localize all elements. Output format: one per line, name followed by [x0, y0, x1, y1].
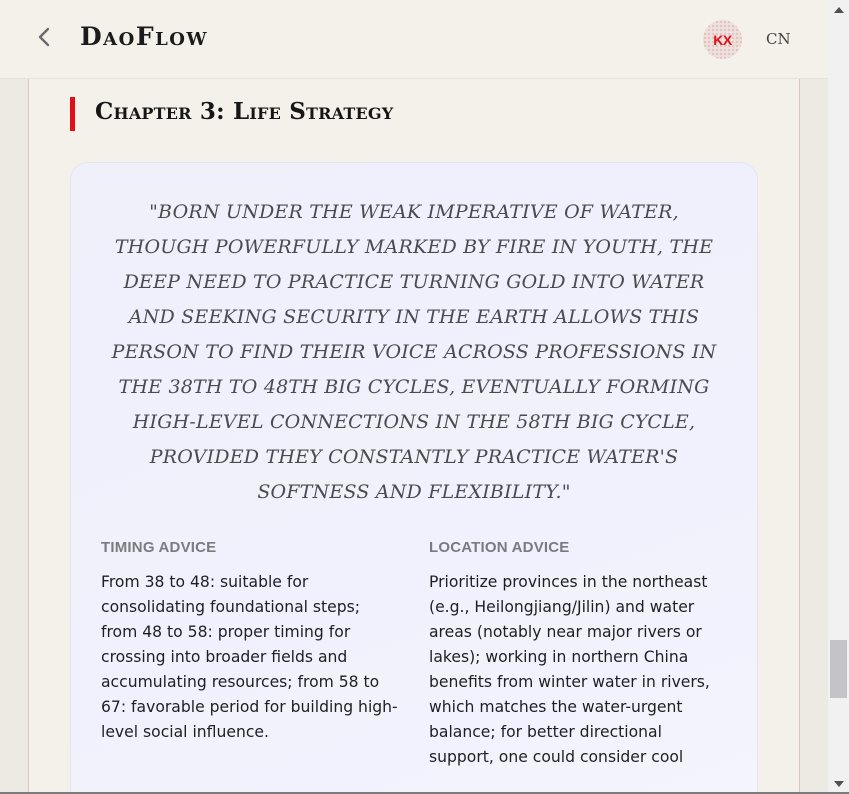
- brand-logo[interactable]: DaoFlow: [80, 22, 209, 51]
- scroll-down-button[interactable]: [828, 774, 849, 794]
- chevron-left-icon: [34, 24, 56, 50]
- chapter-title: Chapter 3: Life Strategy: [95, 98, 394, 125]
- strategy-quote: "BORN UNDER THE WEAK IMPERATIVE OF WATER, THOUGH POWERFULLY MARKED BY FIRE IN YOUTH, THE DEEP NEED TO PRACTICE TURNING GOLD INTO WATER AND SEEKING SECURITY IN THE EARTH ALLOWS THIS PERSON TO FIND THEIR VOICE ACROSS PROFESSIONS IN THE 38TH TO 48TH BIG CYCLES, EVENTUALLY FORMING HIGH-LEVEL CONNECTIONS IN THE 58TH BIG CYCLE, PROVIDED THEY CONSTANTLY PRACTICE WATER'S SOFTNESS AND FLEXIBILITY.": [111, 201, 717, 503]
- timing-advice-label: TIMING ADVICE: [101, 539, 217, 556]
- chapter-accent-bar: [70, 97, 75, 131]
- language-kx-button[interactable]: KX: [703, 20, 742, 59]
- triangle-up-icon: [834, 7, 844, 13]
- location-advice-section: [429, 539, 729, 770]
- timing-advice-text: From 38 to 48: suitable for consolidating foundational steps; from 48 to 58: proper timing for crossing into broader fields and accumulating resources; from 58 to 67: favorable period for building high-level social influence.: [101, 573, 398, 741]
- scroll-up-button[interactable]: [828, 0, 849, 20]
- language-cn-button[interactable]: CN: [766, 30, 791, 48]
- scroll-thumb[interactable]: [830, 640, 847, 698]
- vertical-scrollbar[interactable]: [828, 0, 849, 794]
- location-advice-text: Prioritize provinces in the northeast (e.g., Heilongjiang/Jilin) and water areas (notably near major rivers or lakes); working in northern China benefits from winter water in rivers, which matches the water-urgent balance; for better directional support, one could consider cool: [429, 573, 710, 766]
- timing-advice-section: [101, 539, 401, 745]
- top-header: [0, 0, 828, 79]
- back-button[interactable]: [34, 24, 56, 50]
- triangle-down-icon: [834, 781, 844, 787]
- strategy-card: [70, 162, 758, 794]
- location-advice-label: LOCATION ADVICE: [429, 539, 570, 556]
